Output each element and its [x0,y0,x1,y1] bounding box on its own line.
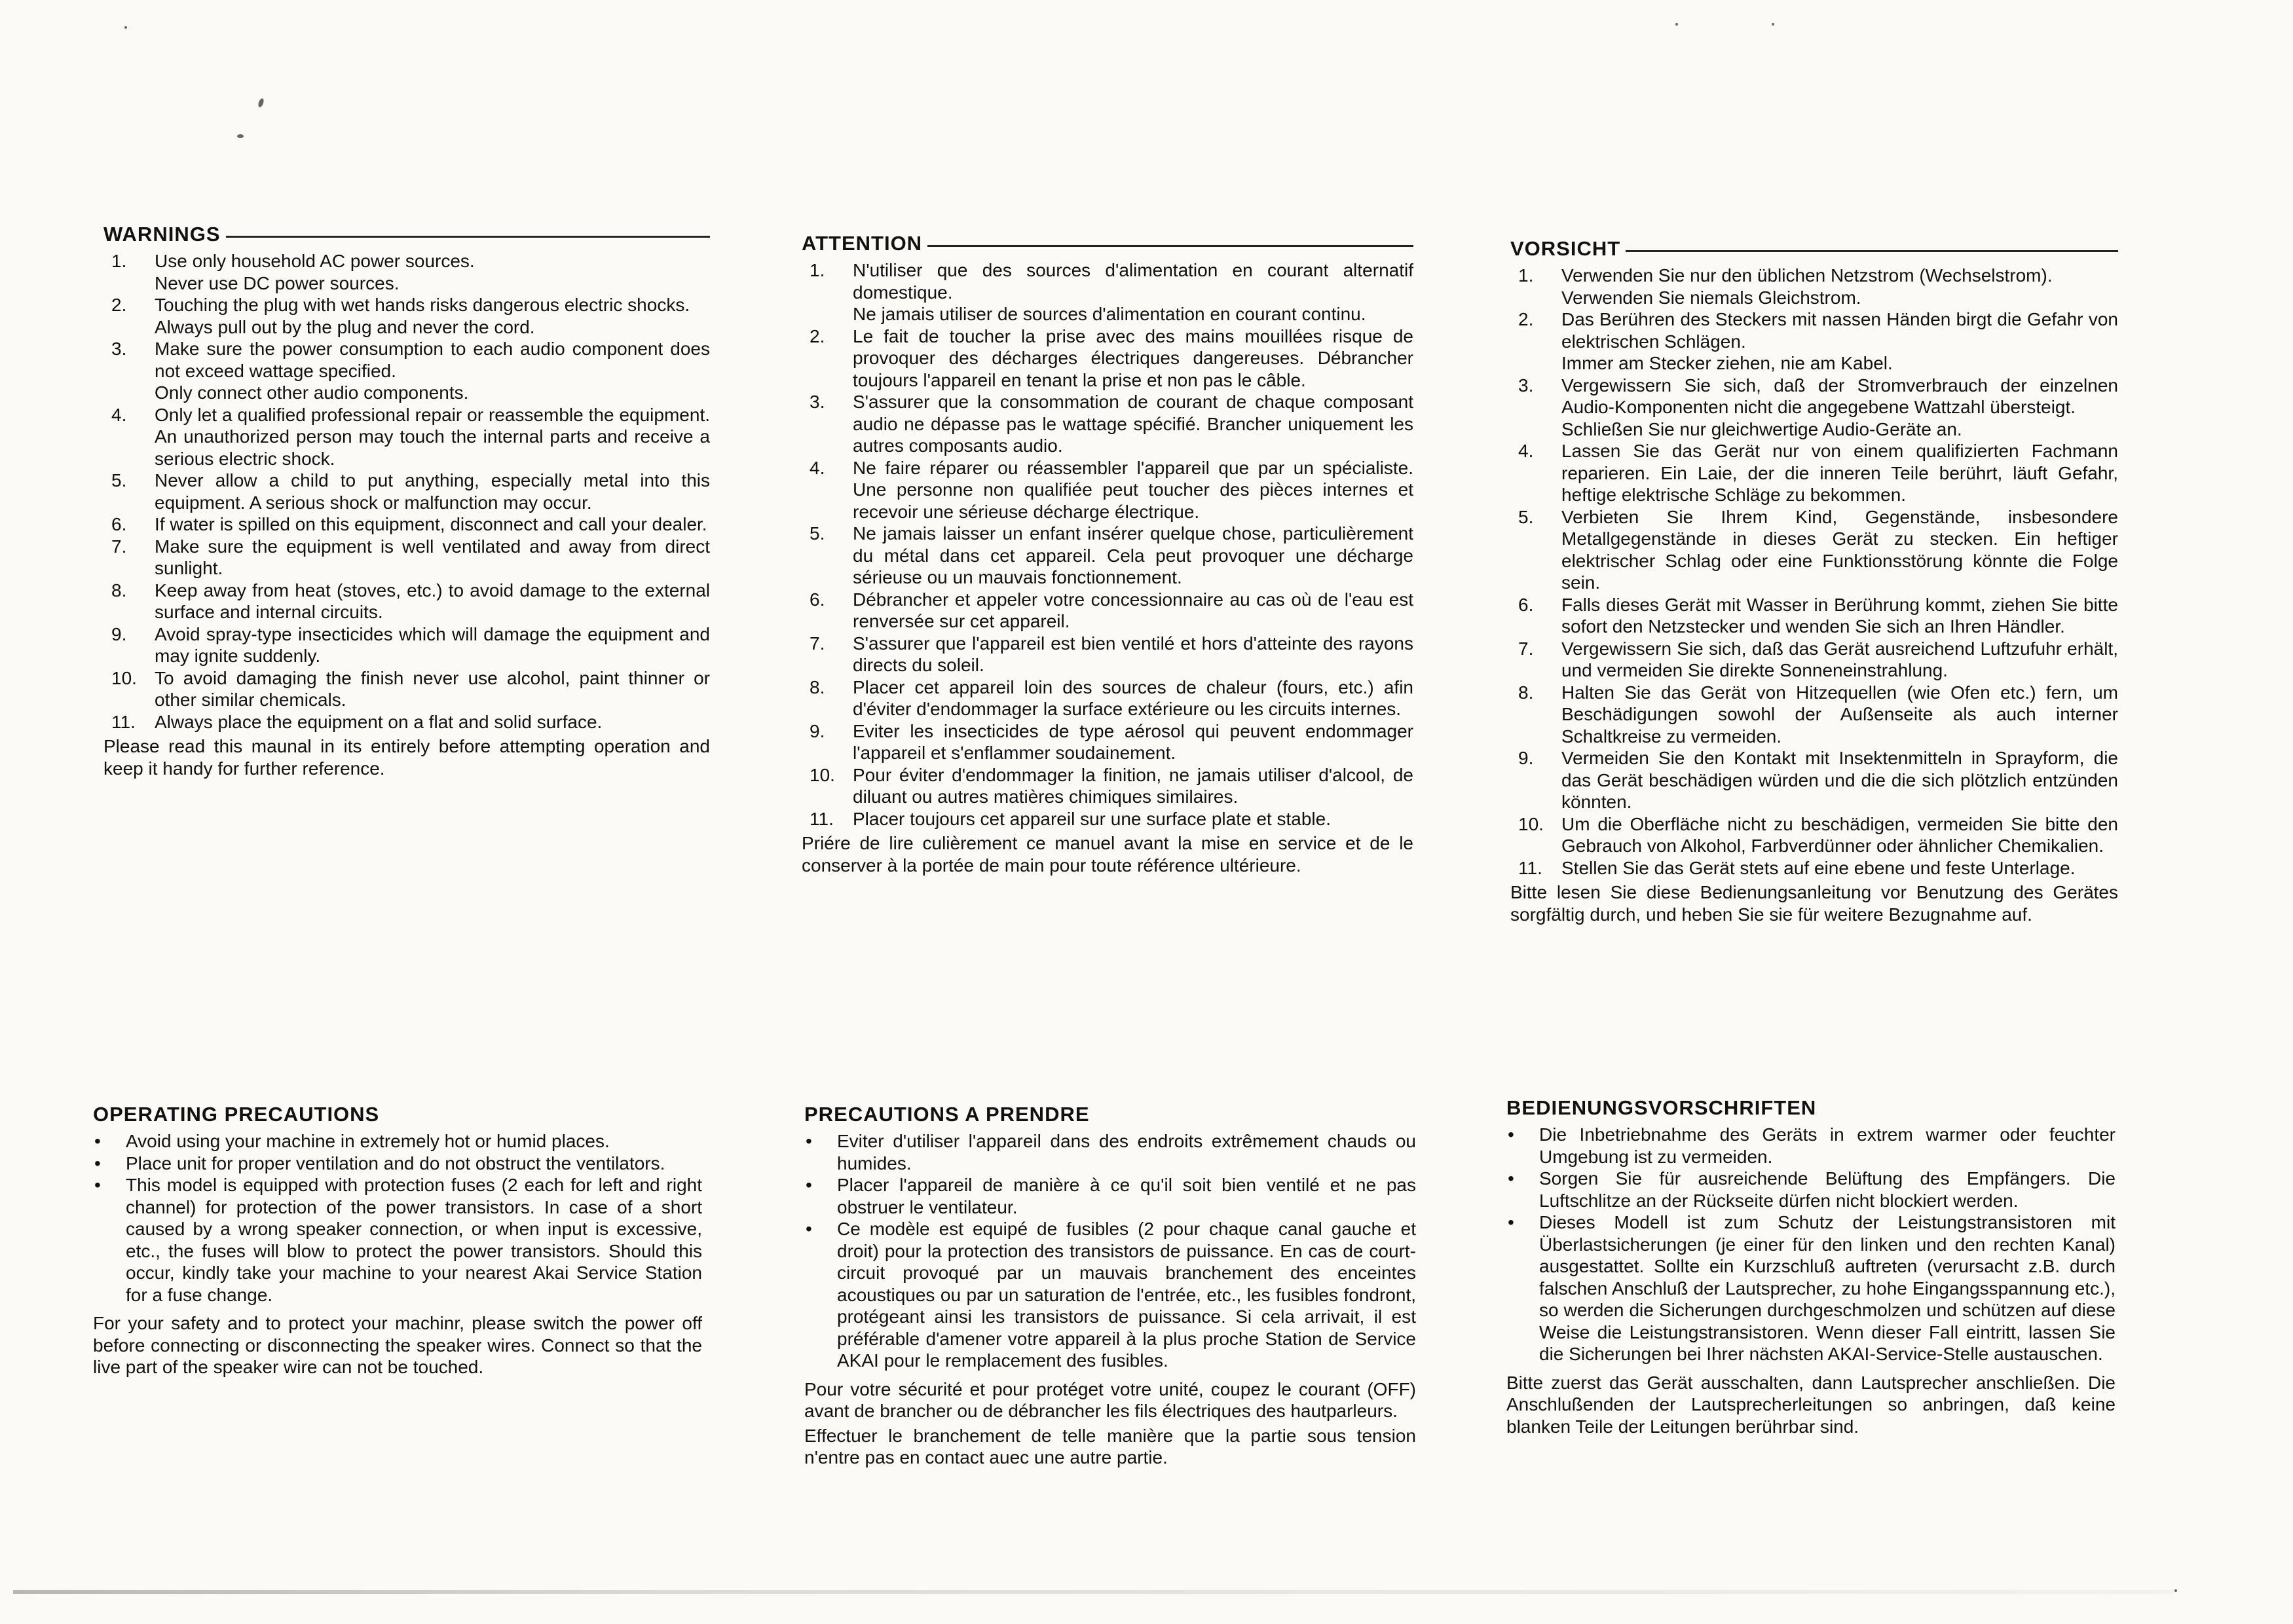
bullet-icon: • [806,1131,812,1151]
item-number: 2. [810,325,825,346]
item-text: To avoid damaging the finish never use alcohol, paint thinner or other similar chemicals. [155,667,710,710]
numbered-item [802,325,1413,392]
item-text: Stellen Sie das Gerät stets auf eine ebene und feste Unterlage. [1561,857,2076,878]
item-number: 5. [111,470,127,490]
item-text: Ne faire réparer ou réassembler l'appareil que par un spécialiste. Une personne non qualifiée peut toucher des pièces internes et recevoir une sérieuse décharge électrique. [853,457,1413,522]
numbered-item [103,404,710,470]
numbered-item [103,513,710,536]
numbered-item [802,633,1413,676]
item-number: 8. [111,580,127,600]
item-text: Falls dieses Gerät mit Wasser in Berührung kommt, ziehen Sie bitte sofort den Netzstecker und wenden Sie sich an Ihren Händler. [1561,594,2118,637]
item-text: Débrancher et appeler votre concessionnaire au cas où de l'eau est renversée sur cet appareil. [853,589,1413,631]
item-number: 4. [810,457,825,478]
item-text: Touching the plug with wet hands risks dangerous electric shocks. [155,295,690,315]
prendre-section [804,1103,1416,1469]
bedienung-title: BEDIENUNGSVORSCHRIFTEN [1506,1096,1817,1119]
item-number: 8. [1518,682,1534,703]
item-text: Always pull out by the plug and never the cord. [155,316,535,337]
bullet-item [93,1130,702,1153]
item-text: Vermeiden Sie den Kontakt mit Insektenmitteln in Sprayform, die das Gerät beschädigen würden und die die sich plötzlich entzünden könnten. [1561,748,2118,812]
heading-rule [927,245,1413,247]
bedienung-note: Bitte zuerst das Gerät ausschalten, dann Lautsprecher anschließen. Die Anschlußenden der Lautsprecherleitungen so anbringen, daß keine blanken Teile der Leitungen berührbar sind. [1506,1372,2116,1437]
item-text: Make sure the equipment is well ventilated and away from direct sunlight. [155,536,710,578]
warnings-heading [103,223,710,246]
warnings-list [103,250,710,733]
vorsicht-title: VORSICHT [1510,237,1621,260]
bullet-icon: • [1508,1212,1514,1232]
scan-speck [237,134,244,138]
item-text: Ne jamais utiliser de sources d'alimentation en courant continu. [853,304,1366,324]
numbered-item [802,808,1413,830]
item-number: 9. [810,720,825,741]
numbered-item [103,536,710,580]
item-number: 7. [1518,638,1534,659]
numbered-item [1510,506,2118,594]
item-text: This model is equipped with protection fuses (2 each for left and right channel) for protection of the power transistors. In case of a short caused by a wrong speaker connection, or when input is excessive, etc., the fuses will blow to protect the power transistors. Should this occur, kindly take your machine to your nearest Akai Service Station for a fuse change. [126,1175,702,1305]
operating-heading [93,1103,702,1126]
numbered-item [1510,638,2118,682]
item-text: Eviter les insecticides de type aérosol qui peuvent endommager l'appareil et s'enflammer soudainement. [853,720,1413,763]
item-text: N'utiliser que des sources d'alimentation en courant alternatif domestique. [853,260,1413,303]
bullet-icon: • [806,1175,812,1195]
item-number: 7. [810,633,825,654]
item-text: Die Inbetriebnahme des Geräts in extrem warmer oder feuchter Umgebung ist zu vermeiden. [1539,1124,2116,1167]
heading-rule [226,236,711,238]
item-number: 1. [111,251,127,271]
item-text: Um die Oberfläche nicht zu beschädigen, vermeiden Sie bitte den Gebrauch von Alkohol, Farbverdünner oder ähnlicher Chemikalien. [1561,813,2118,856]
item-text: Only connect other audio components. [155,382,469,403]
item-number: 11. [111,711,136,732]
bedienung-section [1506,1096,2116,1437]
prendre-title: PRECAUTIONS A PRENDRE [804,1103,1090,1126]
operating-list [93,1130,702,1306]
item-number: 1. [810,260,825,280]
attention-title: ATTENTION [802,232,923,255]
attention-heading [802,232,1413,255]
item-number: 6. [1518,594,1534,615]
item-text: Schließen Sie nur gleichwertige Audio-Geräte an. [1561,418,1962,439]
item-number: 5. [1518,506,1534,527]
warnings-title: WARNINGS [103,223,221,246]
item-text: Keep away from heat (stoves, etc.) to avoid damage to the external surface and internal circuits. [155,580,710,622]
bullet-icon: • [94,1131,101,1151]
item-text: Dieses Modell ist zum Schutz der Leistungstransistoren mit Überlastsicherungen (je einer für den linken und den rechten Kanal) ausgestattet. Sollte ein Kurzschluß auftreten (verursacht z.B. durch falschen Anschluß der Lautsprecher, zu hohe Eingangsspannung etc.), so werden die Sicherungen durchgeschmolzen und schützen auf diese Weise die Leistungstransistoren. Wenn dieser Fall eintritt, lassen Sie die Sicherungen bei Ihrer nächsten AKAI-Service-Stelle austauschen. [1539,1212,2116,1364]
item-number: 6. [810,589,825,610]
item-text: Pour éviter d'endommager la finition, ne jamais utiliser d'alcool, de diluant ou autres matières chimiques similaires. [853,764,1413,807]
item-number: 11. [1518,857,1542,878]
item-text: Immer am Stecker ziehen, nie am Kabel. [1561,353,1893,373]
item-number: 3. [810,392,825,412]
bullet-item [1506,1211,2116,1365]
bedienung-heading [1506,1096,2116,1120]
warnings-note: Please read this maunal in its entirely before attempting operation and keep it handy for further reference. [103,736,710,779]
scan-speck [1772,23,1774,26]
bullet-item [93,1153,702,1175]
item-number: 4. [1518,441,1534,461]
prendre-note-1: Pour votre sécurité et pour protéget votre unité, coupez le courant (OFF) avant de brancher ou de débrancher les fils électriques des hautparleurs. [804,1378,1416,1421]
bullet-icon: • [94,1153,101,1173]
item-text: Le fait de toucher la prise avec des mains mouillées risque de provoquer des décharges électriques dangereuses. Débrancher toujours l'appareil en tenant la prise et non pas le câble. [853,325,1413,390]
item-number: 3. [111,339,127,359]
attention-note: Priére de lire culièrement ce manuel avant la mise en service et de le conserver à la portée de main pour toute référence ultérieure. [802,833,1413,876]
item-text: Never use DC power sources. [155,272,400,293]
operating-note: For your safety and to protect your machinr, please switch the power off before connecting or disconnecting the speaker wires. Connect so that the live part of the speaker wire can not be touched. [93,1313,702,1377]
numbered-item [103,580,710,623]
bullet-item [804,1174,1416,1218]
item-number: 10. [1518,813,1544,834]
operating-section [93,1103,702,1378]
item-text: Vergewissern Sie sich, daß der Stromverbrauch der einzelnen Audio-Komponenten nicht die angegebene Wattzahl übersteigt. [1561,375,2118,417]
item-number: 7. [111,536,127,557]
item-text: Place unit for proper ventilation and do not obstruct the ventilators. [126,1153,665,1173]
item-text: Only let a qualified professional repair or reassemble the equipment. An unauthorized person may touch the internal parts and receive a serious electric shock. [155,404,710,469]
item-number: 10. [111,667,137,688]
attention-section [802,232,1413,876]
item-text: Das Berühren des Steckers mit nassen Händen birgt die Gefahr von elektrischen Schlägen. [1561,309,2118,352]
numbered-item [802,589,1413,633]
numbered-item [103,470,710,513]
numbered-item [1510,813,2118,857]
item-text: Verwenden Sie niemals Gleichstrom. [1561,287,1861,308]
bullet-item [1506,1124,2116,1168]
item-number: 4. [111,404,127,425]
item-text: Make sure the power consumption to each audio component does not exceed wattage specified. [155,339,710,381]
item-text: Verbieten Sie Ihrem Kind, Gegenstände, insbesondere Metallgegenstände in dieses Gerät zu stecken. Ein heftiger elektrischer Schlag oder eine Funktionsstörung könnte die Folge sein. [1561,506,2118,593]
bullet-item [1506,1168,2116,1211]
numbered-item [1510,440,2118,506]
item-text: Placer cet appareil loin des sources de chaleur (fours, etc.) afin d'éviter d'endommager la surface extérieure ou les circuits internes. [853,676,1413,719]
item-number: 6. [111,514,127,534]
bullet-icon: • [1508,1168,1514,1189]
item-text: Placer l'appareil de manière à ce qu'il soit bien ventilé et ne pas obstruer le ventilateur. [837,1175,1416,1217]
prendre-list [804,1130,1416,1372]
item-number: 9. [1518,748,1534,768]
item-text: Vergewissern Sie sich, daß das Gerät ausreichend Luftzufuhr erhält, und vermeiden Sie direkte Sonneneinstrahlung. [1561,638,2118,680]
item-text: Placer toujours cet appareil sur une surface plate et stable. [853,808,1331,829]
item-number: 10. [810,764,835,785]
scan-speck [1675,23,1678,26]
item-number: 3. [1518,375,1534,396]
item-text: Halten Sie das Gerät von Hitzequellen (wie Ofen etc.) fern, um Beschädigungen sowohl der Außenseite als auch interner Schaltkreise zu vermeiden. [1561,682,2118,747]
numbered-item [802,676,1413,720]
item-text: S'assurer que la consommation de courant de chaque composant audio ne dépasse pas le wattage spécifié. Brancher uniquement les autres composants audio. [853,392,1413,456]
operating-title: OPERATING PRECAUTIONS [93,1103,380,1126]
scan-edge-line [13,1590,2174,1594]
numbered-item [802,523,1413,589]
bullet-icon: • [94,1175,101,1195]
item-text: Ce modèle est equipé de fusibles (2 pour chaque canal gauche et droit) pour la protection des transistors de puissance. En cas de court-circuit provoqué par un mauvais branchement des enceintes acoustiques ou par un saturation de l'entrée, etc., les fusibles fondront, protégeant ainsi les transistors de puissance. Si cela arrivait, il est préférable d'amener votre appareil à la plus proche Station de Service AKAI pour le remplacement des fusibles. [837,1219,1416,1371]
item-text: Always place the equipment on a flat and solid surface. [155,711,603,732]
numbered-item [103,623,710,667]
warnings-section [103,223,710,779]
scan-speck [257,98,265,108]
numbered-item [1510,857,2118,879]
item-number: 2. [1518,309,1534,329]
item-text: If water is spilled on this equipment, disconnect and call your dealer. [155,514,707,534]
numbered-item [103,294,710,338]
numbered-item [1510,265,2118,308]
numbered-item [802,259,1413,325]
bedienung-list [1506,1124,2116,1365]
item-number: 8. [810,676,825,697]
heading-rule [1626,250,2118,252]
vorsicht-list [1510,265,2118,879]
item-number: 5. [810,523,825,544]
numbered-item [1510,747,2118,813]
numbered-item [1510,594,2118,638]
bullet-item [93,1174,702,1306]
numbered-item [1510,682,2118,748]
item-number: 9. [111,623,127,644]
scan-speck [124,26,127,29]
item-text: Avoid using your machine in extremely hot or humid places. [126,1131,610,1151]
prendre-heading [804,1103,1416,1126]
item-text: Never allow a child to put anything, especially metal into this equipment. A serious shock or malfunction may occur. [155,470,710,513]
item-text: Sorgen Sie für ausreichende Belüftung des Empfängers. Die Luftschlitze an der Rückseite dürfen nicht blockiert werden. [1539,1168,2116,1211]
numbered-item [103,711,710,733]
bullet-item [804,1218,1416,1372]
vorsicht-heading [1510,237,2118,261]
numbered-item [802,457,1413,523]
item-text: Lassen Sie das Gerät nur von einem qualifizierten Fachmann reparieren. Ein Laie, der die inneren Teile berührt, läuft Gefahr, heftige elektrische Schläge zu bekommen. [1561,441,2118,505]
item-text: Eviter d'utiliser l'appareil dans des endroits extrêmement chauds ou humides. [837,1131,1416,1173]
item-text: Use only household AC power sources. [155,251,475,271]
vorsicht-note: Bitte lesen Sie diese Bedienungsanleitung vor Benutzung des Gerätes sorgfältig durch, und heben Sie sie für weitere Bezugnahme auf. [1510,882,2118,925]
bullet-icon: • [806,1219,812,1239]
bullet-icon: • [1508,1124,1514,1145]
item-text: Verwenden Sie nur den üblichen Netzstrom (Wechselstrom). [1561,265,2053,286]
prendre-note-2: Effectuer le branchement de telle manière que la partie sous tension n'entre pas en contact auec une autre partie. [804,1425,1416,1467]
numbered-item [802,764,1413,808]
numbered-item [103,667,710,711]
numbered-item [103,338,710,404]
numbered-item [802,720,1413,764]
item-number: 11. [810,808,834,829]
numbered-item [103,250,710,294]
item-text: Ne jamais laisser un enfant insérer quelque chose, particulièrement du métal dans cet appareil. Cela peut provoquer une décharge sérieuse ou un mauvais fonctionnement. [853,523,1413,587]
item-text: Avoid spray-type insecticides which will damage the equipment and may ignite suddenly. [155,623,710,666]
numbered-item [1510,308,2118,375]
scan-speck [2174,1589,2177,1592]
item-number: 1. [1518,265,1534,286]
numbered-item [802,391,1413,457]
bullet-item [804,1130,1416,1174]
vorsicht-section [1510,237,2118,925]
item-number: 2. [111,295,127,315]
numbered-item [1510,375,2118,441]
item-text: S'assurer que l'appareil est bien ventilé et hors d'atteinte des rayons directs du soleil. [853,633,1413,675]
attention-list [802,259,1413,830]
